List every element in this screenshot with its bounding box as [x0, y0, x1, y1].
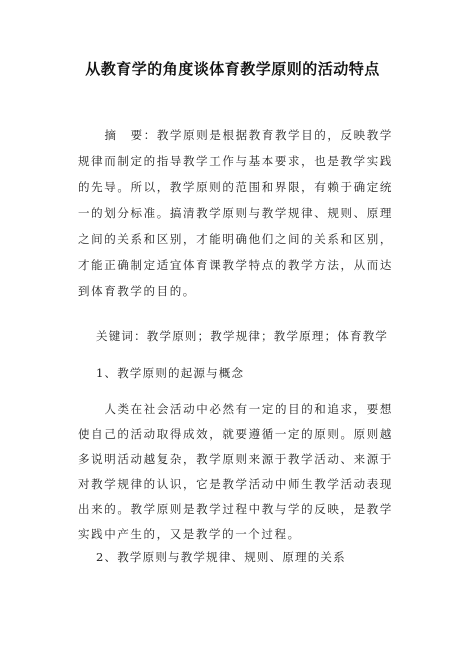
- section-2-heading: 2、教学原则与教学规律、规则、原理的关系: [96, 550, 346, 564]
- document-title: 从教育学的角度谈体育教学原则的活动特点: [85, 60, 380, 78]
- section-1-paragraph: 人类在社会活动中必然有一定的目的和追求，要想使自己的活动取得成效，就要遵循一定的原则。原则越多说明活动越复杂，教学原则来源于教学活动、来源于对教学规律的认识，它是教学活动中师生教学活动表现出来的。教学原则是教学过程中教与学的反映，是教学实践中产生的，又是教学的一个过程。: [78, 402, 393, 541]
- abstract-paragraph: 摘 要：教学原则是根据教育教学目的，反映教学规律而制定的指导教学工作与基本要求，也是教学实践的先导。所以，教学原则的范围和界限，有赖于确定统一的划分标准。搞清教学原则与教学规律、规则、原理之间的关系和区别，才能明确他们之间的关系和区别，才能正确制定适宜体育课教学特点的教学方法，从而达到体育教学的目的。: [78, 128, 393, 298]
- section-1-heading: 1、教学原则的起源与概念: [96, 366, 245, 380]
- keywords-line: 关键词：教学原则；教学规律；教学原理；体育教学: [96, 329, 389, 343]
